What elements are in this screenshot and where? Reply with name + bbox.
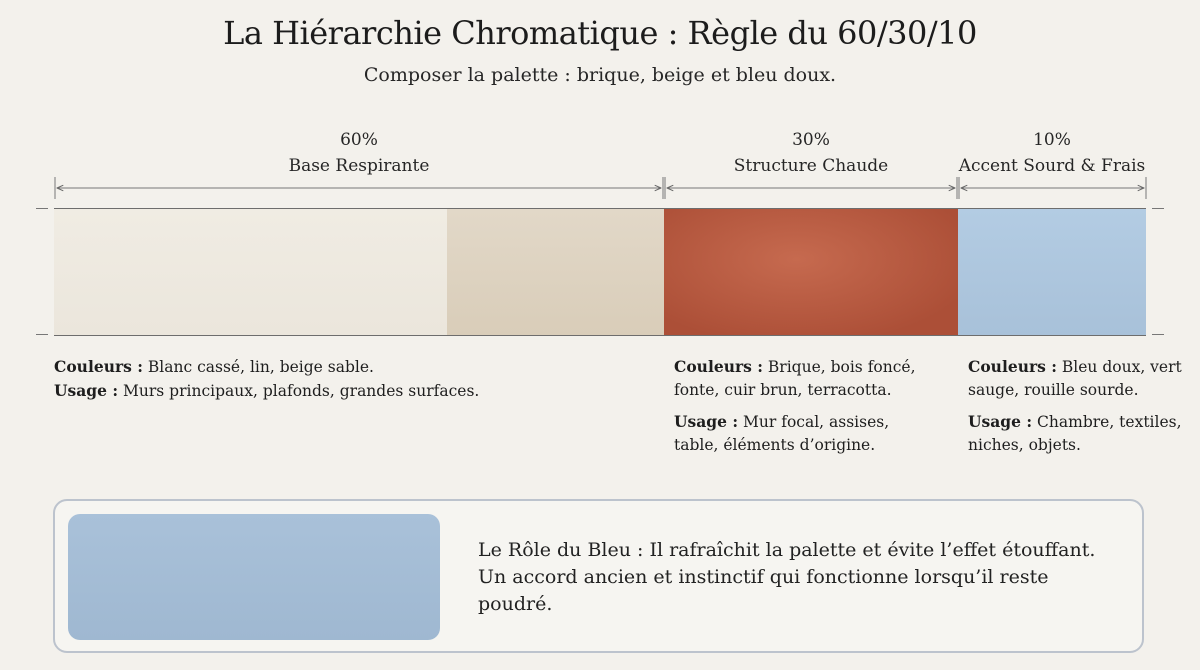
- callout-text: Le Rôle du Bleu : Il rafraîchit la palette et évite l’effet étouffant. Un accord ancien et instinctif qui fonctionne lorsqu’il reste poudré.: [478, 539, 1096, 615]
- usage-text: Chambre, textiles, niches, objets.: [968, 413, 1182, 454]
- dimension-base: [55, 177, 663, 199]
- segment-info-structure: [674, 355, 936, 465]
- callout-blue-swatch: [68, 514, 440, 640]
- colors-label: Couleurs :: [968, 357, 1057, 376]
- usage-line: [54, 379, 614, 403]
- proportion-bar: [54, 208, 1146, 336]
- usage-label: Usage :: [968, 412, 1033, 431]
- colors-text: Brique, bois foncé, fonte, cuir brun, terracotta.: [674, 358, 916, 399]
- swatch-blanc-casse: [54, 209, 447, 335]
- bar-tick-right-top: [1152, 208, 1164, 209]
- colors-text: Bleu doux, vert sauge, rouille sourde.: [968, 358, 1182, 399]
- swatch-bleu-doux: [958, 209, 1146, 335]
- dimension-structure: [665, 177, 957, 199]
- usage-label: Usage :: [674, 412, 739, 431]
- colors-line: [674, 355, 936, 402]
- bar-tick-left-bottom: [36, 334, 48, 335]
- page-subtitle: Composer la palette : brique, beige et bleu doux.: [363, 64, 837, 86]
- segment-label: Accent Sourd & Frais: [958, 156, 1146, 176]
- page-title: La Hiérarchie Chromatique : Règle du 60/30/10: [223, 14, 977, 52]
- swatch-beige-sable: [447, 209, 664, 335]
- usage-text: Murs principaux, plafonds, grandes surfaces.: [118, 382, 480, 400]
- segment-info-accent: [968, 355, 1190, 465]
- usage-text: Mur focal, assises, table, éléments d’origine.: [674, 413, 890, 454]
- segment-percent: 30%: [792, 130, 830, 150]
- colors-line: [968, 355, 1190, 402]
- usage-line: [674, 410, 936, 457]
- colors-label: Couleurs :: [54, 357, 143, 376]
- segment-percent: 60%: [340, 130, 378, 150]
- segment-label: Structure Chaude: [733, 156, 889, 176]
- colors-label: Couleurs :: [674, 357, 763, 376]
- colors-line: [54, 355, 614, 379]
- bar-tick-left-top: [36, 208, 48, 209]
- usage-line: [968, 410, 1190, 457]
- bar-tick-right-bottom: [1152, 334, 1164, 335]
- colors-text: Blanc cassé, lin, beige sable.: [142, 358, 374, 376]
- swatch-brique: [664, 209, 958, 335]
- segment-label: Base Respirante: [288, 156, 430, 176]
- segment-info-base: [54, 355, 614, 411]
- blue-role-callout: [53, 499, 1144, 653]
- usage-label: Usage :: [54, 381, 119, 400]
- dimension-accent: [959, 177, 1146, 199]
- segment-percent: 10%: [1033, 130, 1071, 150]
